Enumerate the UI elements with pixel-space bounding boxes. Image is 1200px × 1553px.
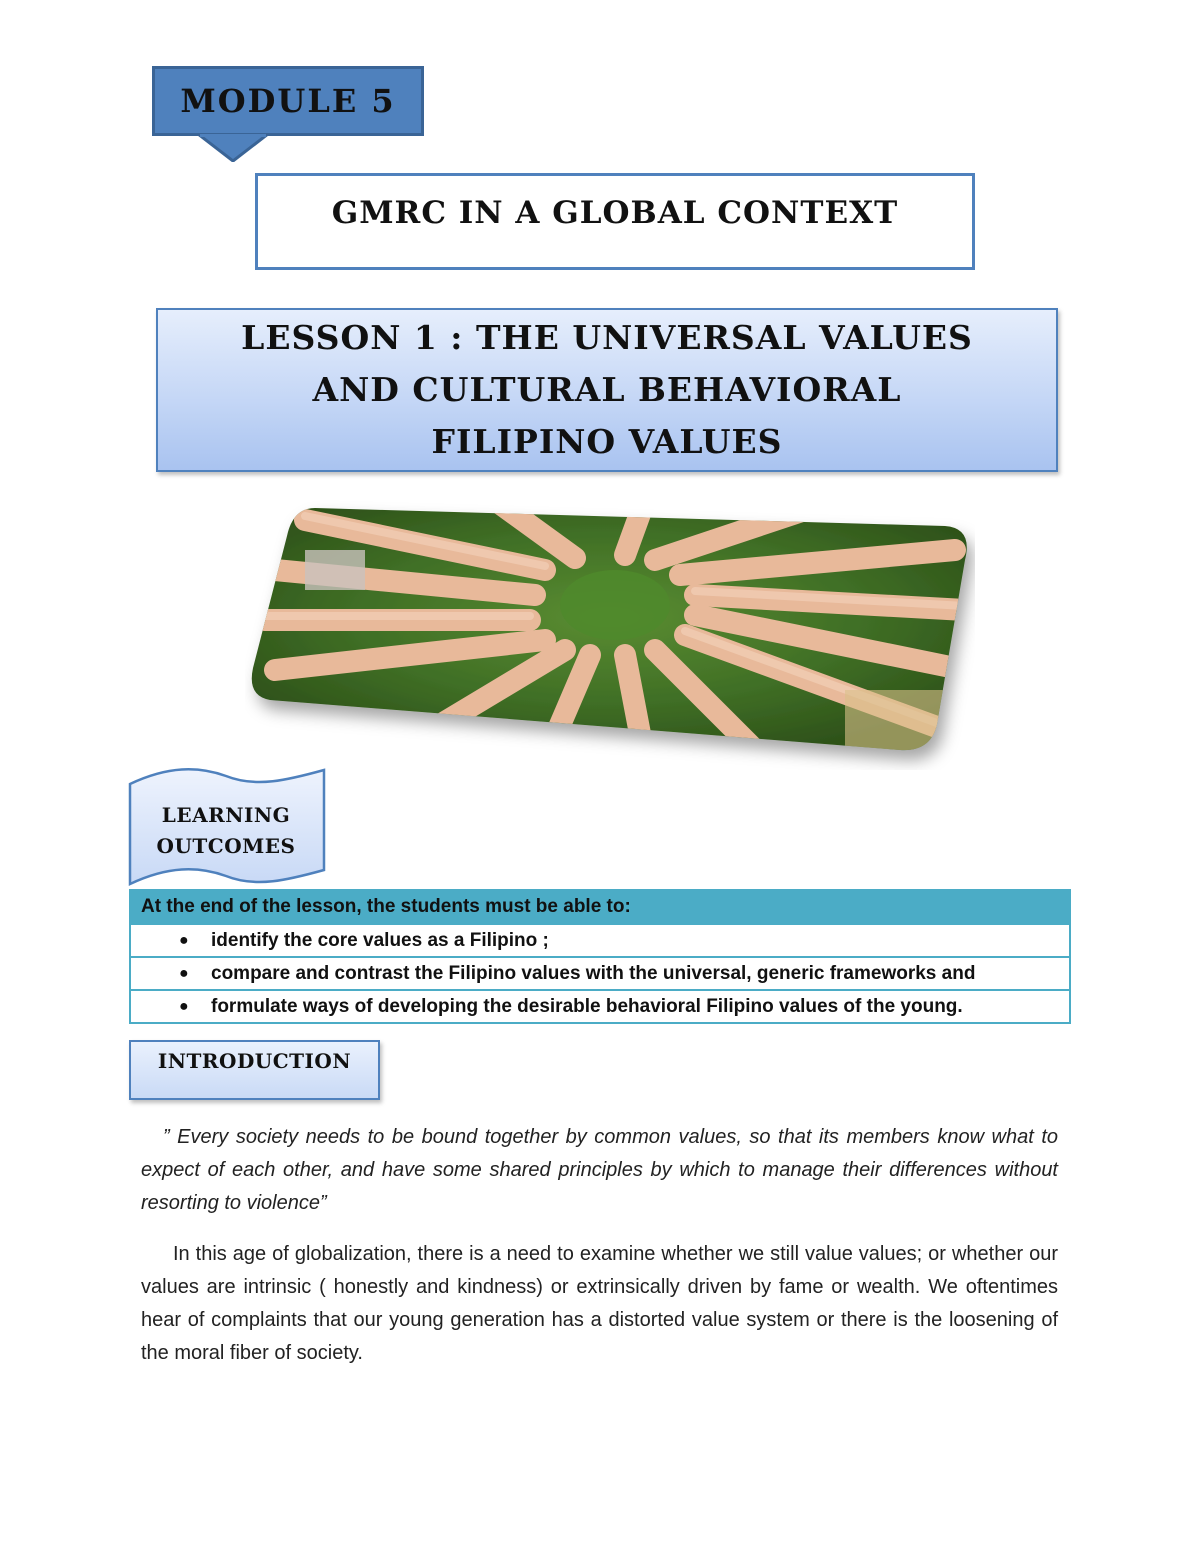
bullet-icon: ● (179, 997, 189, 1015)
course-title-box (255, 173, 975, 270)
module-label: MODULE 5 (180, 82, 396, 120)
introduction-quote: ” Every society needs to be bound together by common values, so that its members know what to expect of each other, and have some shared principles by which to manage their differences without resorting to violence” (141, 1126, 1058, 1214)
outcome-text: identify the core values as a Filipino ; (211, 929, 549, 951)
introduction-heading: INTRODUCTION (157, 1049, 352, 1073)
hands-circle-photo (245, 500, 975, 770)
learning-outcomes-label (140, 800, 312, 862)
lesson-title-box (156, 308, 1058, 472)
outcome-text: compare and contrast the Filipino values with the universal, generic frameworks and (211, 962, 976, 984)
introduction-heading-box (129, 1040, 380, 1100)
lesson-title (187, 312, 1027, 468)
outcome-item (131, 989, 1069, 1022)
lesson-title-line-3: FILIPINO VALUES (431, 422, 783, 461)
learning-outcomes-label-line-2: OUTCOMES (156, 834, 296, 858)
lesson-title-line-1: LESSON 1 : THE UNIVERSAL VALUES (241, 318, 973, 357)
course-title: GMRC IN A GLOBAL CONTEXT (331, 194, 899, 231)
outcomes-intro: At the end of the lesson, the students must be able to: (131, 891, 1069, 923)
module-callout (152, 66, 424, 136)
learning-outcomes-label-line-1: LEARNING (161, 803, 291, 827)
lesson-title-line-2: AND CULTURAL BEHAVIORAL (312, 370, 902, 409)
bullet-icon: ● (179, 931, 189, 949)
outcome-item (131, 956, 1069, 989)
module-callout-pointer (198, 134, 268, 162)
outcome-item (131, 923, 1069, 956)
bullet-icon: ● (179, 964, 189, 982)
learning-outcomes-table (129, 889, 1071, 1024)
outcome-text: formulate ways of developing the desirable behavioral Filipino values of the young. (211, 995, 963, 1017)
introduction-paragraph: In this age of globalization, there is a need to examine whether we still value values; or whether our values are intrinsic ( honestly and kindness) or extrinsically driven by fame or wealth. We oftentimes hear of complaints that our young generation has a distorted value system or there is the loosening of the moral fiber of society. (141, 1243, 1058, 1364)
